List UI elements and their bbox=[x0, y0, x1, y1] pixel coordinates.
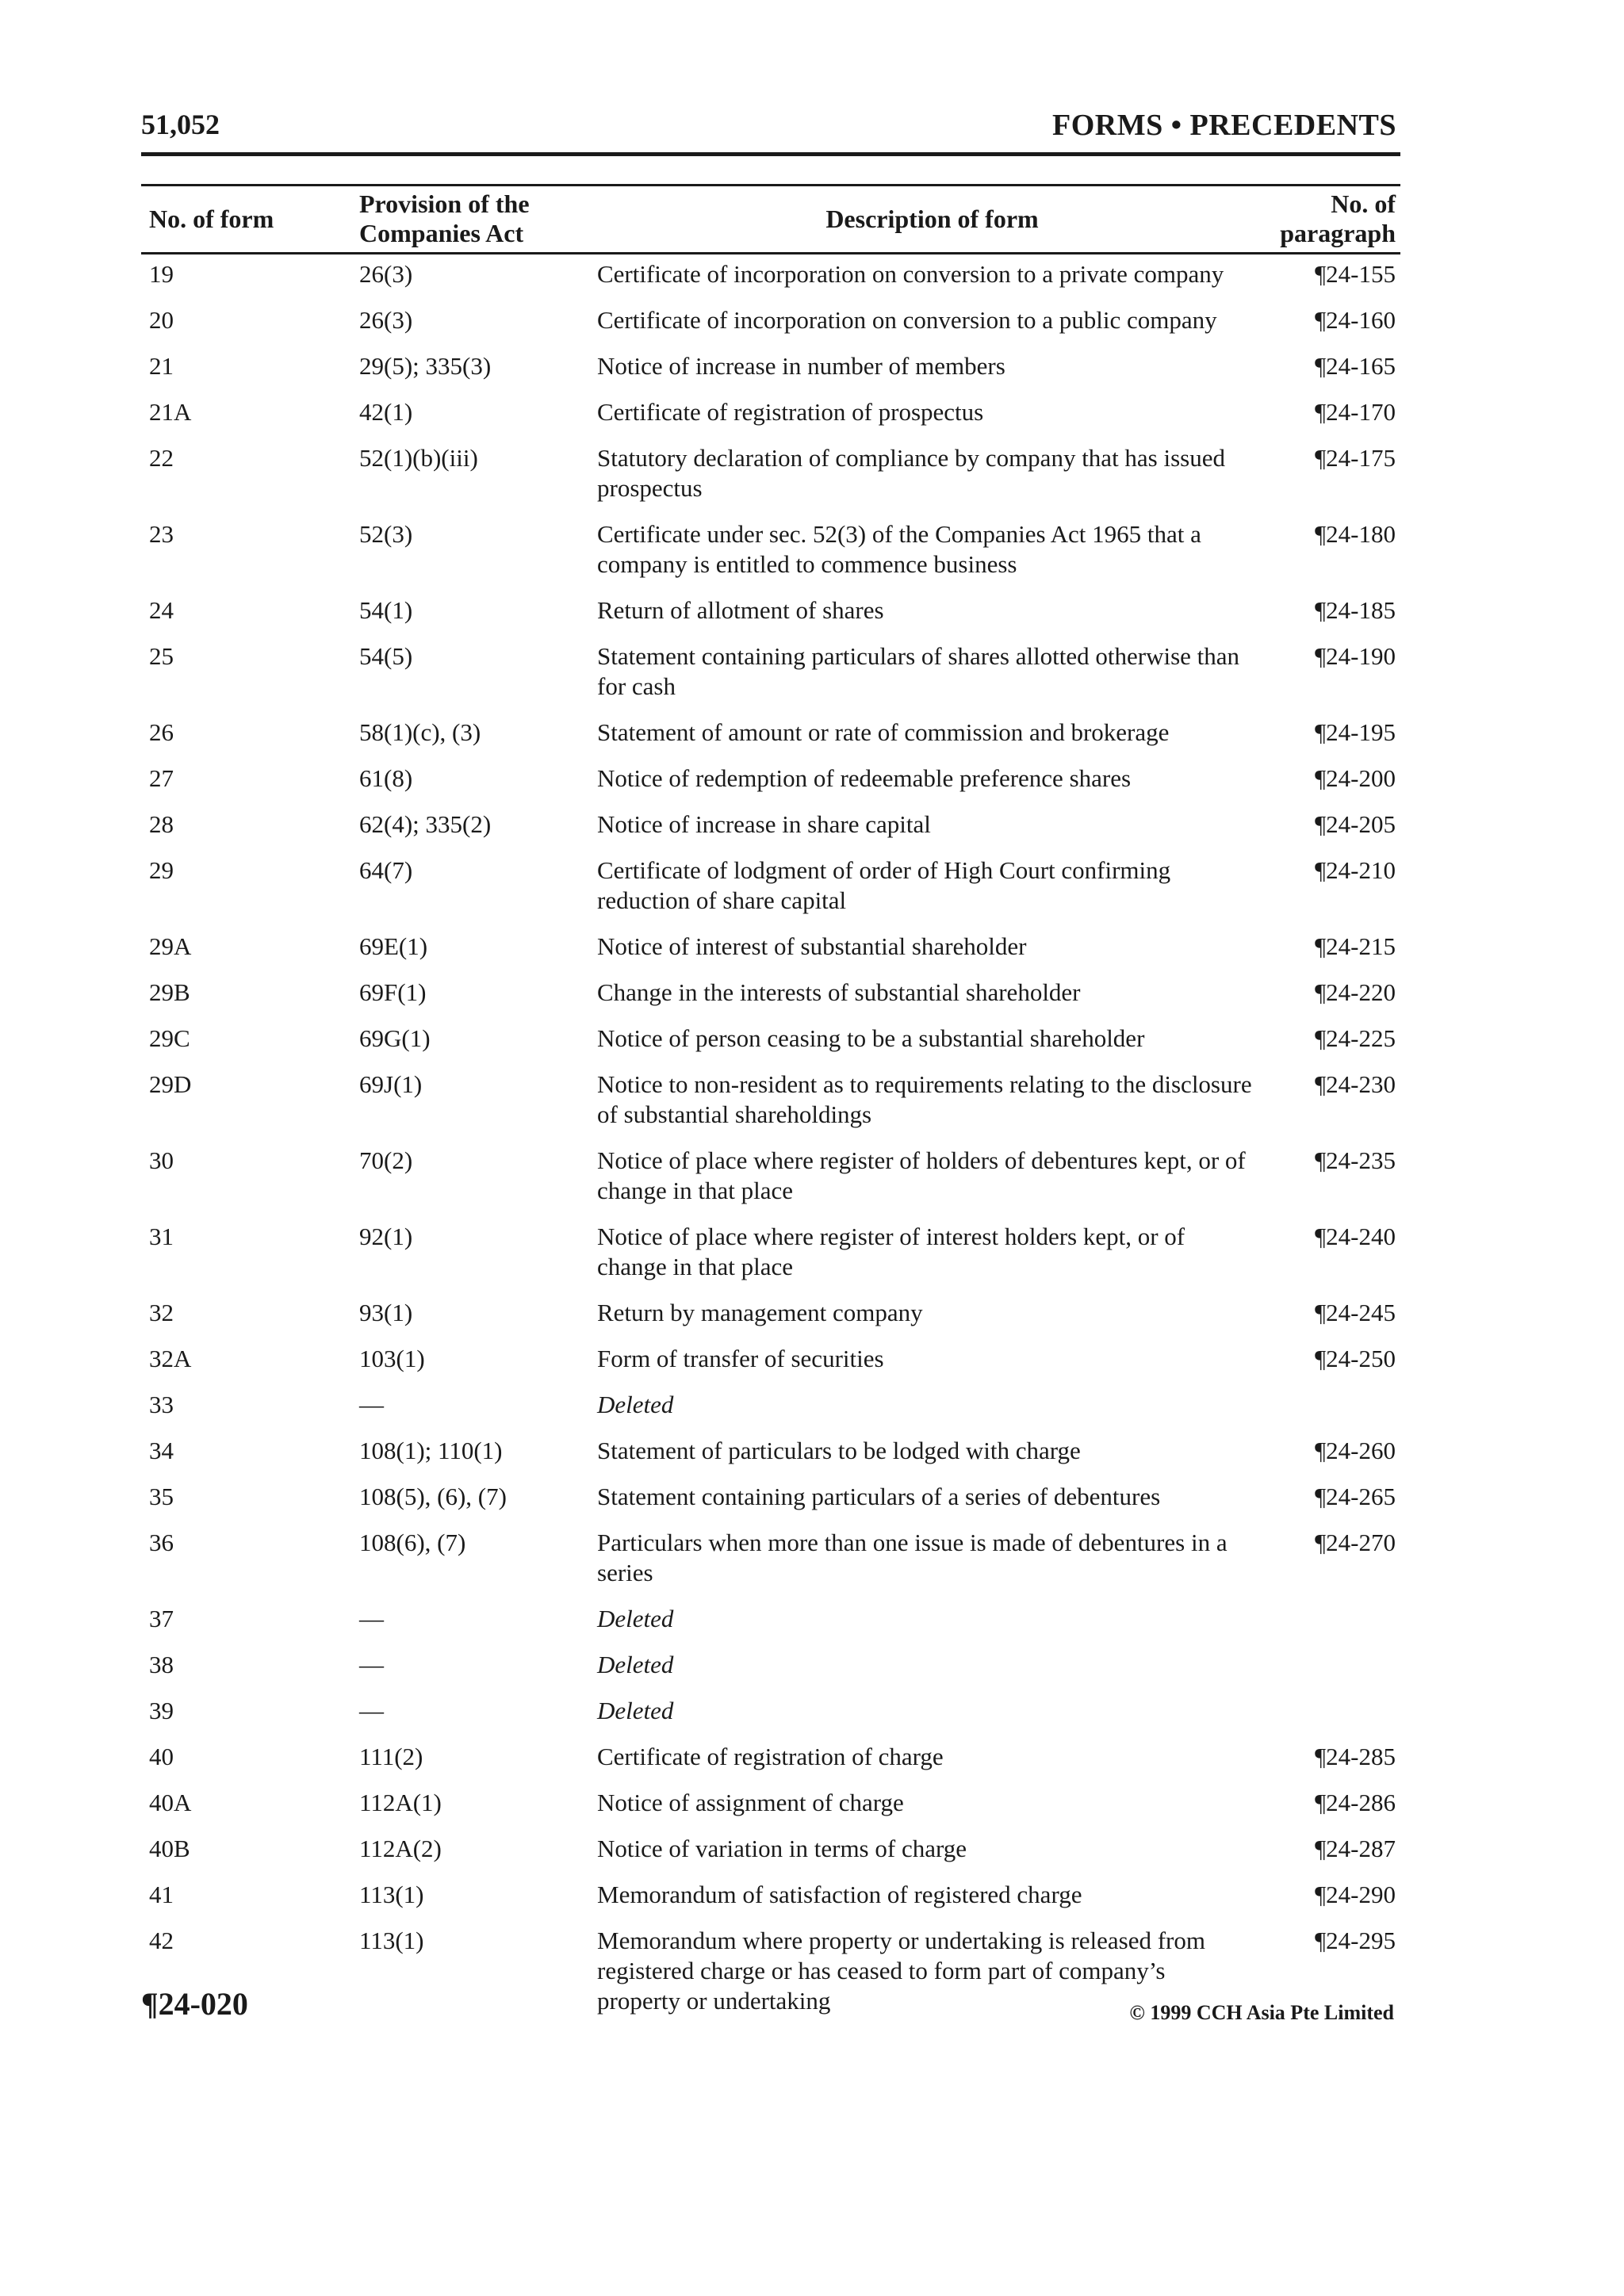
form-number-cell: 35 bbox=[149, 1483, 174, 1510]
form-number-cell: 29C bbox=[149, 1024, 190, 1052]
form-number-cell: 32A bbox=[149, 1345, 192, 1372]
paragraph-ref-cell: ¶24-286 bbox=[1315, 1789, 1396, 1816]
description-cell: Notice of redemption of redeemable preference shares bbox=[597, 764, 1132, 792]
description-cell: Deleted bbox=[597, 1391, 674, 1418]
form-number-cell: 40 bbox=[149, 1743, 174, 1770]
form-number-cell: 19 bbox=[149, 260, 174, 288]
form-number-cell: 31 bbox=[149, 1223, 174, 1250]
form-number-cell: 29B bbox=[149, 978, 190, 1006]
paragraph-ref-cell bbox=[1267, 1645, 1400, 1691]
form-number-cell: 25 bbox=[149, 642, 174, 670]
paragraph-ref-cell: ¶24-190 bbox=[1315, 642, 1396, 670]
table-row bbox=[141, 1477, 1400, 1523]
provision-cell: 26(3) bbox=[359, 260, 413, 288]
table-row bbox=[141, 713, 1400, 759]
paragraph-ref-cell bbox=[1267, 1599, 1400, 1645]
provision-cell: — bbox=[359, 1697, 384, 1724]
provision-cell: — bbox=[359, 1605, 384, 1632]
form-number-cell: 32 bbox=[149, 1299, 174, 1326]
page-number: 51,052 bbox=[141, 109, 220, 140]
column-header-paragraph-line1: No. of bbox=[1331, 189, 1396, 218]
form-number-cell: 41 bbox=[149, 1881, 174, 1908]
description-cell: Notice of increase in number of members bbox=[597, 352, 1005, 380]
form-number-cell: 24 bbox=[149, 596, 174, 624]
forms-table bbox=[141, 184, 1400, 2027]
description-cell: Notice of place where register of interest holders kept, or of change in that place bbox=[597, 1223, 1185, 1280]
description-cell: Statement of amount or rate of commission and brokerage bbox=[597, 718, 1170, 746]
paragraph-ref-cell: ¶24-250 bbox=[1315, 1345, 1396, 1372]
table-row bbox=[141, 591, 1400, 637]
table-row bbox=[141, 1217, 1400, 1293]
paragraph-ref-cell: ¶24-287 bbox=[1315, 1835, 1396, 1862]
table-row bbox=[141, 1019, 1400, 1065]
forms-table-container bbox=[141, 184, 1400, 2027]
column-header-paragraph-line2: paragraph bbox=[1280, 219, 1396, 247]
paragraph-ref-cell: ¶24-235 bbox=[1315, 1146, 1396, 1174]
description-cell: Notice of assignment of charge bbox=[597, 1789, 904, 1816]
paragraph-ref-cell: ¶24-160 bbox=[1315, 306, 1396, 334]
form-number-cell: 29 bbox=[149, 856, 174, 884]
provision-cell: — bbox=[359, 1391, 384, 1418]
description-cell: Notice of place where register of holders of debentures kept, or of change in that place bbox=[597, 1146, 1246, 1204]
description-cell: Change in the interests of substantial shareholder bbox=[597, 978, 1081, 1006]
table-row bbox=[141, 805, 1400, 851]
column-header-form-no bbox=[141, 186, 359, 254]
provision-cell: 61(8) bbox=[359, 764, 413, 792]
description-cell: Memorandum where property or undertaking is released from registered charge or has ceased to form part of company’s property or undertaking bbox=[597, 1927, 1205, 2015]
paragraph-ref-cell bbox=[1267, 1385, 1400, 1431]
paragraph-ref-cell: ¶24-225 bbox=[1315, 1024, 1396, 1052]
provision-cell: 58(1)(c), (3) bbox=[359, 718, 481, 746]
table-row bbox=[141, 1691, 1400, 1737]
provision-cell: 29(5); 335(3) bbox=[359, 352, 492, 380]
provision-cell: 108(5), (6), (7) bbox=[359, 1483, 507, 1510]
table-row bbox=[141, 759, 1400, 805]
table-header bbox=[141, 186, 1400, 254]
paragraph-ref-cell bbox=[1267, 1691, 1400, 1737]
column-header-description-text: Description of form bbox=[825, 204, 1039, 233]
footer-paragraph-ref: ¶24-020 bbox=[141, 1986, 248, 2022]
provision-cell: 52(1)(b)(iii) bbox=[359, 444, 478, 472]
provision-cell: 93(1) bbox=[359, 1299, 413, 1326]
table-row bbox=[141, 438, 1400, 515]
form-number-cell: 27 bbox=[149, 764, 174, 792]
provision-cell: 112A(2) bbox=[359, 1835, 442, 1862]
description-cell: Return of allotment of shares bbox=[597, 596, 884, 624]
paragraph-ref-cell: ¶24-170 bbox=[1315, 398, 1396, 426]
form-number-cell: 23 bbox=[149, 520, 174, 548]
provision-cell: 113(1) bbox=[359, 1881, 424, 1908]
form-number-cell: 30 bbox=[149, 1146, 174, 1174]
description-cell: Certificate of registration of prospectus bbox=[597, 398, 984, 426]
provision-cell: 42(1) bbox=[359, 398, 413, 426]
provision-cell: 69F(1) bbox=[359, 978, 427, 1006]
description-cell: Certificate of registration of charge bbox=[597, 1743, 944, 1770]
paragraph-ref-cell: ¶24-210 bbox=[1315, 856, 1396, 884]
table-row bbox=[141, 1293, 1400, 1339]
table-row bbox=[141, 1339, 1400, 1385]
table-row bbox=[141, 515, 1400, 591]
form-number-cell: 38 bbox=[149, 1651, 174, 1678]
description-cell: Certificate of incorporation on conversion to a public company bbox=[597, 306, 1217, 334]
table-row bbox=[141, 346, 1400, 392]
table-row bbox=[141, 1385, 1400, 1431]
column-header-description bbox=[597, 186, 1267, 254]
paragraph-ref-cell: ¶24-180 bbox=[1315, 520, 1396, 548]
provision-cell: 92(1) bbox=[359, 1223, 413, 1250]
table-row bbox=[141, 1737, 1400, 1783]
table-row bbox=[141, 392, 1400, 438]
provision-cell: 111(2) bbox=[359, 1743, 423, 1770]
description-cell: Statement of particulars to be lodged with charge bbox=[597, 1437, 1081, 1464]
table-row bbox=[141, 973, 1400, 1019]
provision-cell: 69E(1) bbox=[359, 932, 428, 960]
form-number-cell: 21A bbox=[149, 398, 192, 426]
description-cell: Notice to non-resident as to requirements relating to the disclosure of substantial shareholdings bbox=[597, 1070, 1252, 1128]
description-cell: Deleted bbox=[597, 1697, 674, 1724]
column-header-provision-line2: Companies Act bbox=[359, 219, 524, 247]
paragraph-ref-cell: ¶24-200 bbox=[1315, 764, 1396, 792]
table-row bbox=[141, 1599, 1400, 1645]
paragraph-ref-cell: ¶24-205 bbox=[1315, 810, 1396, 838]
form-number-cell: 29A bbox=[149, 932, 192, 960]
description-cell: Notice of variation in terms of charge bbox=[597, 1835, 967, 1862]
description-cell: Form of transfer of securities bbox=[597, 1345, 884, 1372]
paragraph-ref-cell: ¶24-215 bbox=[1315, 932, 1396, 960]
description-cell: Return by management company bbox=[597, 1299, 923, 1326]
section-title: FORMS • PRECEDENTS bbox=[1051, 109, 1396, 142]
footer-copyright: © 1999 CCH Asia Pte Limited bbox=[1129, 2001, 1394, 2024]
description-cell: Certificate under sec. 52(3) of the Companies Act 1965 that a company is entitled to commence business bbox=[597, 520, 1201, 578]
description-cell: Certificate of lodgment of order of High Court confirming reduction of share capital bbox=[597, 856, 1171, 914]
header-rule bbox=[141, 152, 1400, 156]
description-cell: Notice of interest of substantial shareholder bbox=[597, 932, 1027, 960]
form-number-cell: 37 bbox=[149, 1605, 174, 1632]
paragraph-ref-cell: ¶24-165 bbox=[1315, 352, 1396, 380]
table-row bbox=[141, 1875, 1400, 1921]
provision-cell: 112A(1) bbox=[359, 1789, 442, 1816]
table-row bbox=[141, 637, 1400, 713]
description-cell: Statement containing particulars of shares allotted otherwise than for cash bbox=[597, 642, 1240, 700]
table-row bbox=[141, 254, 1400, 301]
paragraph-ref-cell: ¶24-265 bbox=[1315, 1483, 1396, 1510]
form-number-cell: 21 bbox=[149, 352, 174, 380]
description-cell: Memorandum of satisfaction of registered charge bbox=[597, 1881, 1082, 1908]
paragraph-ref-cell: ¶24-175 bbox=[1315, 444, 1396, 472]
form-number-cell: 20 bbox=[149, 306, 174, 334]
description-cell: Deleted bbox=[597, 1651, 674, 1678]
form-number-cell: 33 bbox=[149, 1391, 174, 1418]
form-number-cell: 26 bbox=[149, 718, 174, 746]
form-number-cell: 28 bbox=[149, 810, 174, 838]
paragraph-ref-cell: ¶24-195 bbox=[1315, 718, 1396, 746]
table-row bbox=[141, 1645, 1400, 1691]
table-row bbox=[141, 851, 1400, 927]
paragraph-ref-cell: ¶24-260 bbox=[1315, 1437, 1396, 1464]
column-header-provision-line1: Provision of the bbox=[359, 189, 530, 218]
description-cell: Deleted bbox=[597, 1605, 674, 1632]
provision-cell: 52(3) bbox=[359, 520, 413, 548]
provision-cell: 108(1); 110(1) bbox=[359, 1437, 503, 1464]
paragraph-ref-cell: ¶24-295 bbox=[1315, 1927, 1396, 1954]
provision-cell: 69J(1) bbox=[359, 1070, 423, 1098]
provision-cell: 70(2) bbox=[359, 1146, 413, 1174]
description-cell: Notice of increase in share capital bbox=[597, 810, 931, 838]
column-header-paragraph bbox=[1267, 186, 1400, 254]
table-row bbox=[141, 1829, 1400, 1875]
paragraph-ref-cell: ¶24-290 bbox=[1315, 1881, 1396, 1908]
table-row bbox=[141, 1523, 1400, 1599]
provision-cell: 62(4); 335(2) bbox=[359, 810, 492, 838]
paragraph-ref-cell: ¶24-230 bbox=[1315, 1070, 1396, 1098]
form-number-cell: 36 bbox=[149, 1529, 174, 1556]
column-header-form-no-text: No. of form bbox=[149, 204, 274, 233]
form-number-cell: 40B bbox=[149, 1835, 190, 1862]
paragraph-ref-cell: ¶24-270 bbox=[1315, 1529, 1396, 1556]
paragraph-ref-cell: ¶24-185 bbox=[1315, 596, 1396, 624]
table-row bbox=[141, 1065, 1400, 1141]
table-header-row bbox=[141, 186, 1400, 254]
description-cell: Particulars when more than one issue is made of debentures in a series bbox=[597, 1529, 1228, 1586]
table-row bbox=[141, 1141, 1400, 1217]
provision-cell: 26(3) bbox=[359, 306, 413, 334]
paragraph-ref-cell: ¶24-240 bbox=[1315, 1223, 1396, 1250]
table-row bbox=[141, 927, 1400, 973]
form-number-cell: 22 bbox=[149, 444, 174, 472]
running-head bbox=[141, 108, 1396, 152]
form-number-cell: 40A bbox=[149, 1789, 192, 1816]
paragraph-ref-cell: ¶24-220 bbox=[1315, 978, 1396, 1006]
description-cell: Statutory declaration of compliance by company that has issued prospectus bbox=[597, 444, 1225, 502]
form-number-cell: 34 bbox=[149, 1437, 174, 1464]
paragraph-ref-cell: ¶24-285 bbox=[1315, 1743, 1396, 1770]
description-cell: Notice of person ceasing to be a substantial shareholder bbox=[597, 1024, 1145, 1052]
provision-cell: 108(6), (7) bbox=[359, 1529, 466, 1556]
paragraph-ref-cell: ¶24-155 bbox=[1315, 260, 1396, 288]
paragraph-ref-cell: ¶24-245 bbox=[1315, 1299, 1396, 1326]
column-header-provision bbox=[359, 186, 597, 254]
table-row bbox=[141, 1431, 1400, 1477]
form-number-cell: 39 bbox=[149, 1697, 174, 1724]
provision-cell: 113(1) bbox=[359, 1927, 424, 1954]
form-number-cell: 29D bbox=[149, 1070, 192, 1098]
provision-cell: 54(5) bbox=[359, 642, 413, 670]
provision-cell: 54(1) bbox=[359, 596, 413, 624]
provision-cell: 64(7) bbox=[359, 856, 413, 884]
provision-cell: 69G(1) bbox=[359, 1024, 431, 1052]
table-row bbox=[141, 300, 1400, 346]
table-row bbox=[141, 1783, 1400, 1829]
form-number-cell: 42 bbox=[149, 1927, 174, 1954]
provision-cell: — bbox=[359, 1651, 384, 1678]
table-body bbox=[141, 254, 1400, 2028]
description-cell: Statement containing particulars of a series of debentures bbox=[597, 1483, 1161, 1510]
provision-cell: 103(1) bbox=[359, 1345, 425, 1372]
description-cell: Certificate of incorporation on conversion to a private company bbox=[597, 260, 1224, 288]
